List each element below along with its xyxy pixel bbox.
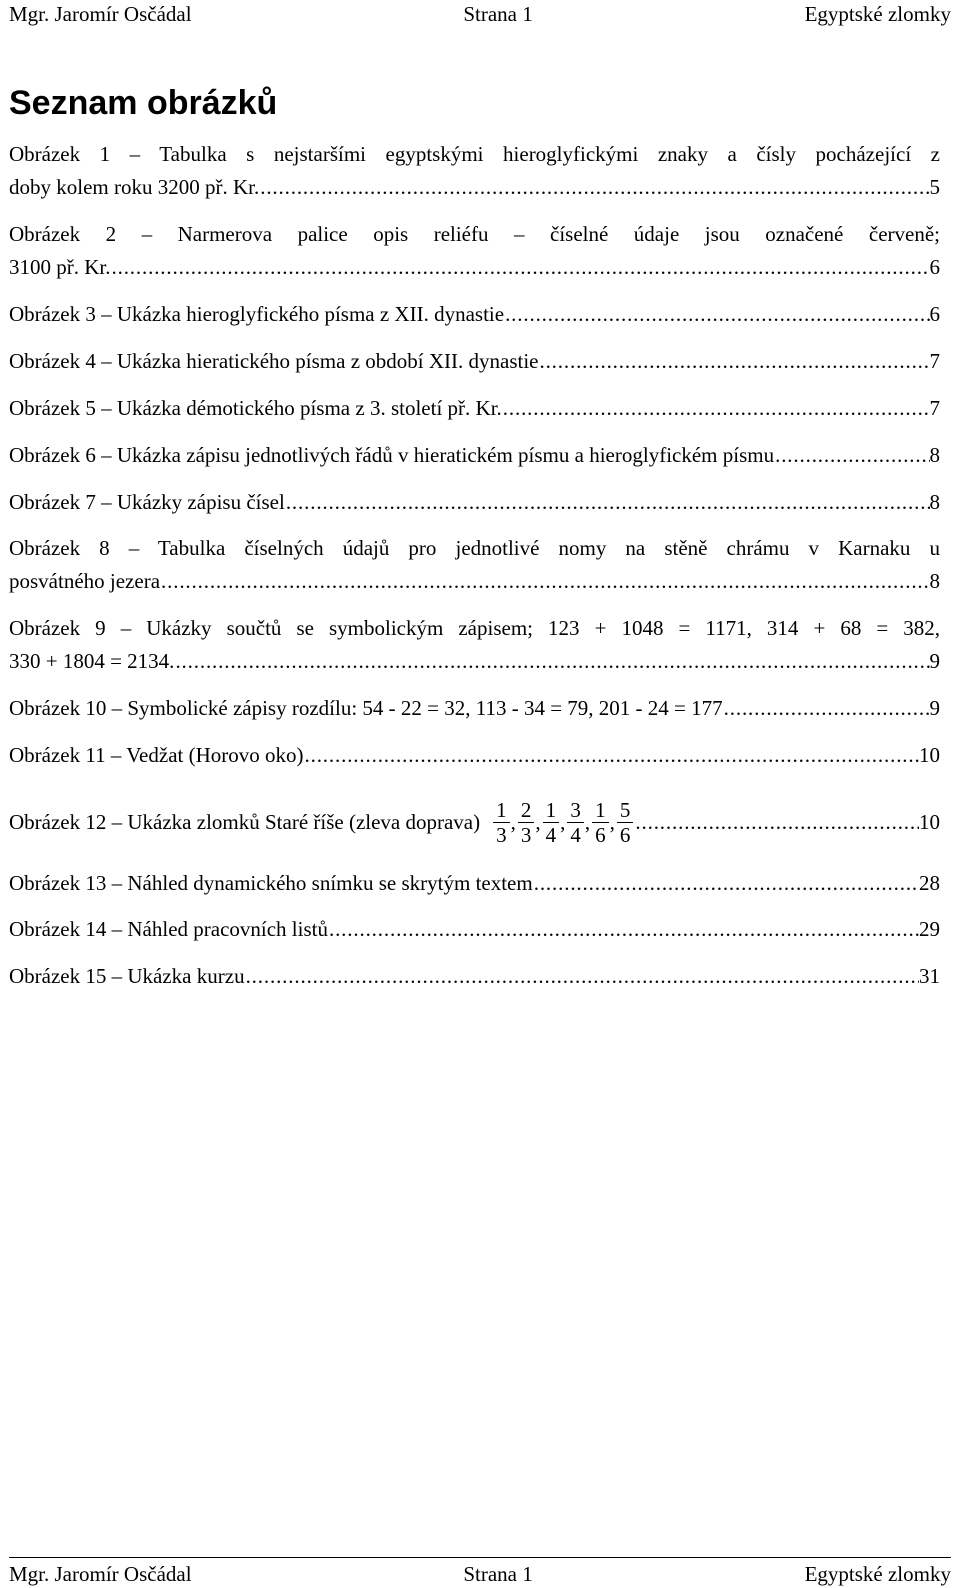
toc-entry-11[interactable] — [9, 739, 940, 772]
toc-entry-7[interactable] — [9, 486, 940, 519]
comma: , — [510, 809, 516, 834]
dot-leader — [505, 298, 929, 331]
toc-entry-2-page: 6 — [929, 255, 940, 279]
dot-leader — [775, 439, 929, 472]
toc-entry-3-text: Obrázek 3 – Ukázka hieroglyfického písma z XII. dynastie — [9, 302, 505, 326]
fraction-numerator: 1 — [595, 797, 606, 822]
page-footer — [9, 1560, 951, 1588]
dot-leader — [635, 806, 919, 839]
comma: , — [535, 809, 541, 834]
fraction-denominator: 3 — [520, 822, 532, 847]
toc-entry-15-page: 31 — [919, 964, 940, 988]
toc-entry-8-line2: posvátného jezera — [9, 569, 161, 593]
fraction-denominator: 4 — [545, 822, 557, 847]
fraction-numerator: 2 — [520, 797, 532, 822]
dot-leader — [724, 692, 930, 725]
toc-entry-15-text: Obrázek 15 – Ukázka kurzu — [9, 964, 245, 988]
fraction — [617, 798, 634, 847]
toc-entry-5-text: Obrázek 5 – Ukázka démotického písma z 3. století př. Kr. — [9, 396, 502, 420]
toc-entry-5[interactable] — [9, 392, 940, 425]
fraction — [518, 798, 535, 847]
toc-entry-10[interactable] — [9, 692, 940, 725]
dot-leader — [534, 867, 919, 900]
footer-page: Strana 1 — [463, 1561, 533, 1586]
dot-leader — [260, 171, 929, 204]
toc-entry-2-line2: 3100 př. Kr. — [9, 255, 111, 279]
fraction — [567, 798, 584, 847]
comma: , — [584, 809, 591, 834]
dot-leader — [539, 345, 929, 378]
fraction-denominator: 3 — [496, 822, 507, 847]
header-author: Mgr. Jaromír Osčádal — [9, 1, 192, 26]
toc-entry-14[interactable] — [9, 913, 940, 946]
dot-leader — [161, 565, 929, 598]
toc-entry-6-text: Obrázek 6 – Ukázka zápisu jednotlivých řádů v hieratickém písmu a hieroglyfickém písmu — [9, 443, 775, 467]
toc-entry-1-line1: Obrázek 1 – Tabulka s nejstaršími egyptskými hieroglyfickými znaky a čísly pocházející z — [9, 142, 940, 166]
toc-entry-4-text: Obrázek 4 – Ukázka hieratického písma z období XII. dynastie — [9, 349, 539, 373]
fraction — [543, 798, 560, 847]
toc-entry-12-page: 10 — [919, 809, 940, 834]
dot-leader — [503, 392, 930, 425]
fraction — [592, 798, 609, 847]
fraction-list — [492, 798, 634, 847]
header-page: Strana 1 — [463, 1, 533, 26]
toc-entry-8[interactable] — [9, 532, 940, 598]
dot-leader — [329, 913, 919, 946]
fraction-denominator: 6 — [595, 822, 606, 847]
toc-entry-14-page: 29 — [919, 917, 940, 941]
toc-entry-2[interactable] — [9, 218, 940, 284]
toc-entry-1-page: 5 — [929, 175, 940, 199]
toc-entry-2-line1: Obrázek 2 – Narmerova palice opis reliéfu – číselné údaje jsou označené červeně; — [9, 222, 940, 246]
toc-entry-6-page: 8 — [929, 443, 940, 467]
dot-leader — [112, 251, 930, 284]
dot-leader — [286, 486, 930, 519]
comma: , — [560, 809, 566, 834]
toc-entry-11-text: Obrázek 11 – Vedžat (Horovo oko) — [9, 743, 304, 767]
toc-entry-14-text: Obrázek 14 – Náhled pracovních listů — [9, 917, 328, 941]
page-title: Seznam obrázků — [9, 84, 278, 122]
toc-entry-1-line2: doby kolem roku 3200 př. Kr. — [9, 175, 260, 199]
footer-author: Mgr. Jaromír Osčádal — [9, 1561, 192, 1586]
toc-entry-5-page: 7 — [929, 396, 940, 420]
fraction-numerator: 1 — [545, 797, 557, 822]
toc-entry-4-page: 7 — [929, 349, 940, 373]
toc-entry-9[interactable] — [9, 612, 940, 678]
toc-entry-9-line2: 330 + 1804 = 2134. — [9, 649, 175, 673]
dot-leader — [175, 645, 929, 678]
toc-entry-12-text: Obrázek 12 – Ukázka zlomků Staré říše (zleva doprava) — [9, 809, 481, 834]
toc-entry-9-line1: Obrázek 9 – Ukázky součtů se symbolickým zápisem; 123 + 1048 = 1171, 314 + 68 = 382, — [9, 616, 940, 640]
toc-entry-11-page: 10 — [919, 743, 940, 767]
footer-title: Egyptské zlomky — [804, 1561, 951, 1586]
fraction-numerator: 5 — [619, 797, 631, 822]
toc-entry-7-text: Obrázek 7 – Ukázky zápisu čísel — [9, 490, 285, 514]
fraction-denominator: 6 — [619, 822, 631, 847]
toc-entry-13-page: 28 — [919, 871, 940, 895]
dot-leader — [246, 960, 919, 993]
comma: , — [609, 809, 615, 834]
toc-entry-3[interactable] — [9, 298, 940, 331]
header-title: Egyptské zlomky — [804, 1, 951, 26]
toc-entry-8-page: 8 — [929, 569, 940, 593]
toc-entry-10-page: 9 — [929, 696, 940, 720]
fraction — [493, 798, 510, 847]
toc-entry-7-page: 8 — [929, 490, 940, 514]
toc-entry-15[interactable] — [9, 960, 940, 993]
fraction-denominator: 4 — [570, 822, 581, 847]
page-header — [9, 0, 951, 28]
toc-entry-3-page: 6 — [929, 302, 940, 326]
toc-entry-1[interactable] — [9, 138, 940, 204]
toc-entry-9-page: 9 — [929, 649, 940, 673]
toc-entry-12[interactable] — [9, 786, 940, 858]
footer-rule — [9, 1557, 951, 1558]
toc-entry-8-line1: Obrázek 8 – Tabulka číselných údajů pro jednotlivé nomy na stěně chrámu v Karnaku u — [9, 536, 940, 560]
toc-entry-6[interactable] — [9, 439, 940, 472]
fraction-numerator: 3 — [570, 797, 581, 822]
toc-entry-13[interactable] — [9, 867, 940, 900]
toc-entry-10-text: Obrázek 10 – Symbolické zápisy rozdílu: 54 - 22 = 32, 113 - 34 = 79, 201 - 24 = 177 — [9, 696, 723, 720]
toc-entry-4[interactable] — [9, 345, 940, 378]
toc-entry-13-text: Obrázek 13 – Náhled dynamického snímku se skrytým textem — [9, 871, 533, 895]
dot-leader — [305, 739, 920, 772]
fraction-numerator: 1 — [496, 797, 507, 822]
